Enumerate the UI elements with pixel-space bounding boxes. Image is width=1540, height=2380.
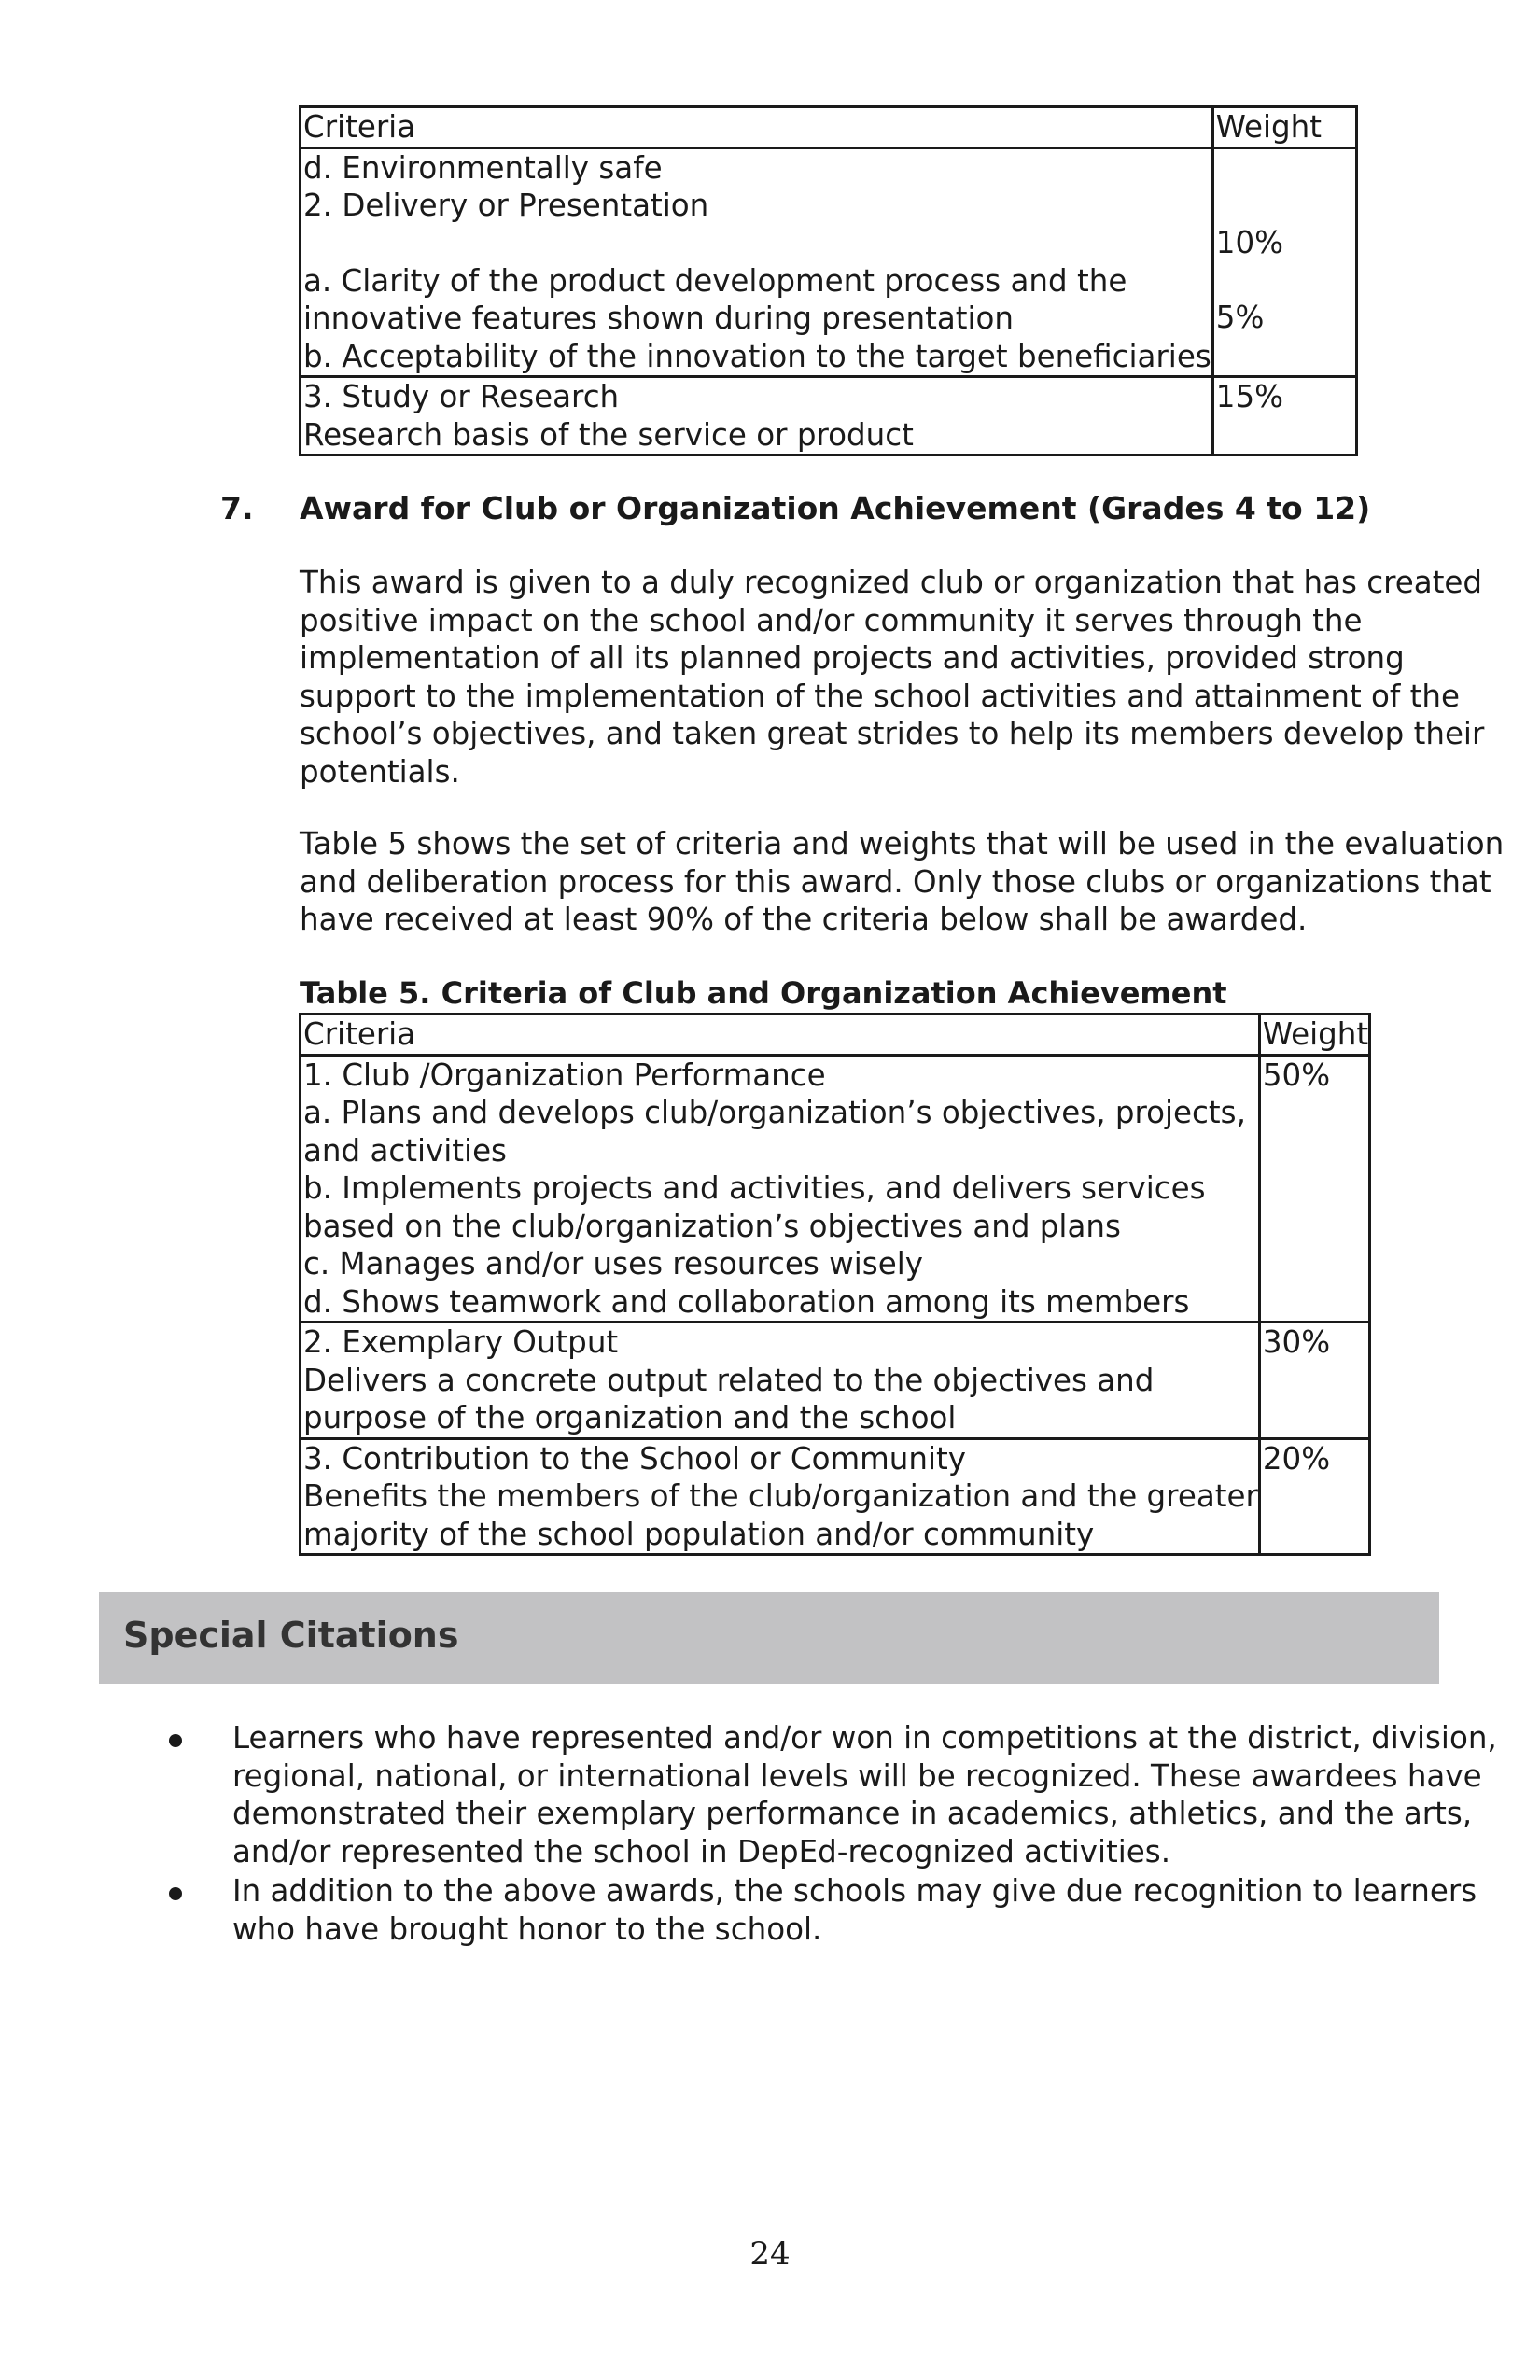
paragraph-line: support to the implementation of the school activities and attainment of the <box>300 678 1461 714</box>
criteria-cell <box>301 147 1213 377</box>
weight-header: Weight <box>1212 107 1356 148</box>
paragraph-line: Table 5 shows the set of criteria and weights that will be used in the evaluation <box>300 826 1505 861</box>
table-row <box>301 1055 1370 1323</box>
criteria-line: 3. Study or Research <box>303 379 620 414</box>
criteria-line: 3. Contribution to the School or Community <box>303 1440 966 1477</box>
criteria-cell <box>301 1055 1260 1323</box>
weight-cell <box>1212 147 1356 377</box>
blank-line <box>1216 261 1355 299</box>
criteria-line: Research basis of the service or product <box>303 416 914 453</box>
weight-value: 5% <box>1215 300 1265 335</box>
criteria-line: a. Clarity of the product development process and the <box>303 262 1127 299</box>
bullet-line: regional, national, or international levels will be recognized. These awardees have <box>232 1757 1482 1794</box>
page-number: 24 <box>749 2235 791 2273</box>
section-number: 7. <box>220 490 254 526</box>
paragraph-line: school’s objectives, and taken great strides to help its members develop their <box>300 716 1485 751</box>
criteria-line: based on the club/organization’s objectives and plans <box>303 1208 1121 1244</box>
criteria-header: Criteria <box>301 1015 1260 1056</box>
award-description-paragraph <box>300 564 1485 791</box>
criteria-line: b. Acceptability of the innovation to the target beneficiaries <box>303 338 1211 374</box>
criteria-line: Delivers a concrete output related to the objectives and <box>303 1362 1155 1398</box>
criteria-line: Benefits the members of the club/organization and the greater <box>303 1478 1258 1514</box>
section-title: Award for Club or Organization Achievement (Grades 4 to 12) <box>300 490 1371 526</box>
bullet-line: who have brought honor to the school. <box>232 1911 822 1947</box>
paragraph-line: This award is given to a duly recognized club or organization that has created <box>300 565 1483 600</box>
criteria-table-continued <box>299 105 1358 456</box>
weight-cell <box>1212 377 1356 455</box>
weight-cell: 30% <box>1259 1323 1369 1439</box>
criteria-line: c. Manages and/or uses resources wisely <box>303 1246 923 1281</box>
special-citations-list <box>163 1719 1497 1950</box>
criteria-cell <box>301 1438 1260 1555</box>
weight-header: Weight <box>1259 1015 1369 1056</box>
table-row <box>301 1323 1370 1439</box>
special-citations-banner <box>99 1592 1439 1684</box>
bullet-line: Learners who have represented and/or won in competitions at the district, division, <box>232 1720 1497 1756</box>
criteria-line: 2. Exemplary Output <box>303 1324 619 1360</box>
criteria-line: d. Shows teamwork and collaboration among its members <box>303 1283 1190 1320</box>
table-intro-paragraph <box>300 825 1505 939</box>
criteria-line: purpose of the organization and the school <box>303 1400 957 1435</box>
weight-value: 15% <box>1215 379 1284 414</box>
criteria-line: 1. Club /Organization Performance <box>303 1057 826 1093</box>
paragraph-line: positive impact on the school and/or community it serves through the <box>300 602 1363 638</box>
table-header-row <box>301 107 1357 148</box>
blank-line <box>1216 187 1355 224</box>
paragraph-line: potentials. <box>300 753 460 790</box>
table-header-row <box>301 1015 1370 1056</box>
list-item <box>163 1872 1477 1948</box>
criteria-line: b. Implements projects and activities, and delivers services <box>303 1170 1206 1206</box>
table-row <box>301 147 1357 377</box>
criteria-line: innovative features shown during presentation <box>303 301 1015 336</box>
bullet-line: demonstrated their exemplary performance in academics, athletics, and the arts, <box>232 1796 1473 1831</box>
blank-line <box>1216 149 1355 187</box>
criteria-line: and activities <box>303 1132 507 1169</box>
weight-cell: 20% <box>1259 1438 1369 1555</box>
criteria-line: a. Plans and develops club/organization’s objectives, projects, <box>303 1095 1246 1130</box>
bullet-icon <box>169 1734 182 1747</box>
list-item <box>163 1719 1497 1870</box>
criteria-cell <box>301 377 1213 455</box>
bullet-line: and/or represented the school in DepEd-recognized activities. <box>232 1833 1171 1869</box>
club-criteria-table <box>299 1013 1371 1556</box>
blank-line <box>303 225 1211 262</box>
criteria-line: d. Environmentally safe <box>303 149 663 186</box>
criteria-cell <box>301 1323 1260 1439</box>
table-row <box>301 377 1357 455</box>
weight-value: 10% <box>1215 224 1284 260</box>
paragraph-line: have received at least 90% of the criteria below shall be awarded. <box>300 902 1308 937</box>
criteria-header: Criteria <box>301 107 1213 148</box>
paragraph-line: and deliberation process for this award. Only those clubs or organizations that <box>300 863 1491 900</box>
table-row <box>301 1438 1370 1555</box>
criteria-line: 2. Delivery or Presentation <box>303 188 709 223</box>
bullet-line: In addition to the above awards, the schools may give due recognition to learners <box>232 1873 1477 1909</box>
criteria-line: majority of the school population and/or community <box>303 1516 1095 1552</box>
weight-cell: 50% <box>1259 1055 1369 1323</box>
paragraph-line: implementation of all its planned projects and activities, provided strong <box>300 640 1405 676</box>
special-citations-heading: Special Citations <box>123 1615 459 1656</box>
table-caption: Table 5. Criteria of Club and Organization Achievement <box>300 975 1227 1011</box>
bullet-icon <box>169 1887 182 1900</box>
